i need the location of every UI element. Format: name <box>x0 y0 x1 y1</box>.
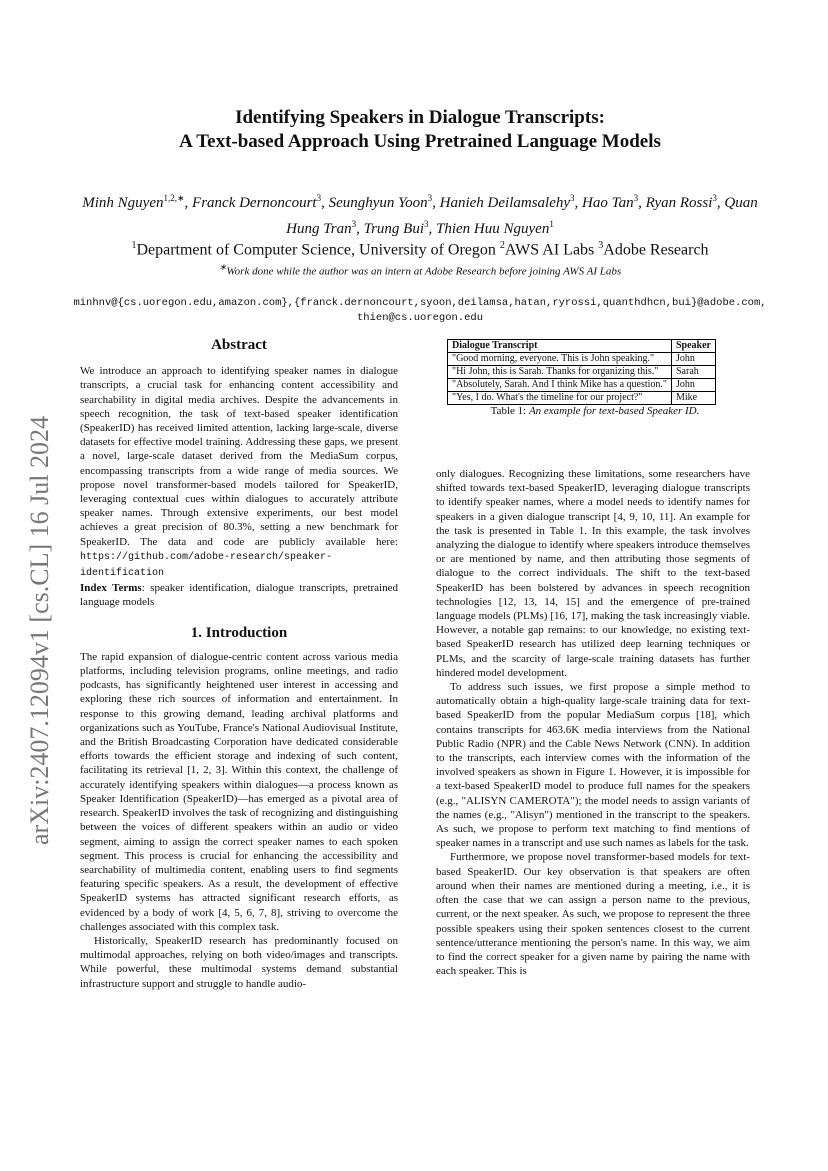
author: Franck Dernoncourt$^3$ <box>192 193 322 211</box>
right-paragraph-2: To address such issues, we first propose a simple method to automatically obtain a high-quality large-scale training data for text-based SpeakerID from the popular MediaSum corpus [18], which contains transcripts for 463.6K media interviews from the National Public Radio (NPR) and the Cable News Network (CNN). In addition to the transcripts, each interview comes with the information of the involved speakers as shown in Figure 1. However, it is impossible for a text-based SpeakerID model to produce full names for the speakers (e.g., "ALISYN CAMEROTA"); the model needs to assign variants of the names (e.g., "Alisyn") mentioned in the transcript to the speakers. As such, we propose to perform text matching to find mentions of speaker names in a transcript and use such names as labels for the task. <box>436 681 750 850</box>
table-cell: "Absolutely, Sarah. And I think Mike has a question." <box>448 379 672 392</box>
table-row <box>448 353 716 366</box>
arxiv-stamp <box>18 370 58 850</box>
author: Minh Nguyen$^{1,2,∗}$ <box>82 193 185 211</box>
table-row <box>448 379 716 392</box>
table-cell: "Hi John, this is Sarah. Thanks for organizing this." <box>448 366 672 379</box>
author: Quan Hung Tran$^3$ <box>286 195 758 237</box>
table-cell: Sarah <box>672 366 716 379</box>
author: Trung Bui$^3$ <box>363 219 429 237</box>
affiliations: $^1$Department of Computer Science, University of Oregon $^2$AWS AI Labs $^3$Adobe Research <box>131 240 709 259</box>
emails-line1: minhnv@{cs.uoregon.edu,amazon.com},{franck.dernoncourt,syoon,deilamsa,hatan,ryrossi,quanthdhcn,bui}@adobe.com, <box>73 297 767 309</box>
table-cell: John <box>672 353 716 366</box>
author: Hanieh Deilamsalehy$^3$ <box>439 193 575 211</box>
abstract-heading: Abstract <box>211 337 267 353</box>
table-cell: "Good morning, everyone. This is John speaking." <box>448 353 672 366</box>
paper-title-line1: Identifying Speakers in Dialogue Transcripts: <box>235 107 605 128</box>
table-row <box>448 392 716 405</box>
author: Thien Huu Nguyen$^1$ <box>436 219 554 237</box>
intro-paragraph-1: The rapid expansion of dialogue-centric content across various media platforms, including television programs, online meetings, and radio podcasts, has significantly heightened user interest in accessing and exploring these rich sources of information and entertainment. In response to this growing demand, leading archival platforms and organizations such as YouTube, France's National Audiovisual Institute, and the British Broadcasting Corporation have dedicated considerable efforts towards the efficient storage and indexing of such content, facilitating its retrieval [1, 2, 3]. Within this context, the challenge of accurately identifying speakers within dialogues—a process known as Speaker Identification (SpeakerID)—has emerged as a pivotal area of research. SpeakerID involves the task of recognizing and distinguishing between the voices of different speakers within an audio or video segment, aiming to assign the correct speaker names to each spoken segment. This process is crucial for enhancing the accessibility and searchability of multimedia content, enabling users to find segments featuring specific speakers. As a result, the development of effective SpeakerID systems has attracted significant research efforts, as evidenced by a body of work [4, 5, 6, 7, 8], striving to overcome the challenges associated with this complex task. <box>80 650 398 933</box>
emails-line2: thien@cs.uoregon.edu <box>356 312 484 324</box>
table-caption: Table 1: An example for text-based Speaker ID. <box>490 405 700 417</box>
table-cell: John <box>672 379 716 392</box>
author: Ryan Rossi$^3$ <box>645 193 717 211</box>
author-list: Minh Nguyen$^{1,2,∗}$, Franck Dernoncourt$^3$, Seunghyun Yoon$^3$, Hanieh Deilamsalehy$^3$, Hao Tan$^3$, Ryan Rossi$^3$, Quan Hung Tran$^3$, Trung Bui$^3$, Thien Huu Nguyen$^1$ <box>82 193 758 237</box>
intro-paragraph-2: Historically, SpeakerID research has predominantly focused on multimodal approaches, relying on both video/images and transcripts. While powerful, these multimodal systems demand substantial infrastructure support and struggle to handle audio- <box>80 934 398 990</box>
abstract-body: We introduce an approach to identifying speaker names in dialogue transcripts, a crucial task for enhancing content accessibility and searchability in digital media archives. Despite the advancements in speech recognition, the task of text-based speaker identification (SpeakerID) has received limited attention, lacking large-scale, diverse datasets for effective model training. Addressing these gaps, we present a novel, large-scale dataset derived from the MediaSum corpus, encompassing transcripts from a wide range of media sources. We propose novel transformer-based models tailored for SpeakerID, leveraging contextual cues within dialogues to accurately attribute speaker names. Through extensive experiments, our best model achieves a great precision of 80.3%, setting a new benchmark for SpeakerID. The data and code are publicly available here: https://github.com/adobe-research/speaker-identification <box>80 365 398 580</box>
intro-heading: 1. Introduction <box>190 624 288 641</box>
table-header: Dialogue Transcript <box>448 340 672 353</box>
table-header-row <box>448 340 716 353</box>
dialogue-table <box>447 339 716 405</box>
table-row <box>448 366 716 379</box>
author: Seunghyun Yoon$^3$ <box>328 193 433 211</box>
index-terms: Index Terms: speaker identification, dialogue transcripts, pretrained language models <box>80 582 398 609</box>
author-emails <box>40 296 800 326</box>
table-header: Speaker <box>672 340 716 353</box>
left-column <box>80 338 398 991</box>
right-column <box>436 467 750 978</box>
table-cell: "Yes, I do. What's the timeline for our project?" <box>448 392 672 405</box>
author: Hao Tan$^3$ <box>582 193 639 211</box>
code-link[interactable]: https://github.com/adobe-research/speaker-identification <box>80 551 333 580</box>
right-paragraph-1: only dialogues. Recognizing these limitations, some researchers have shifted towards text-based SpeakerID, leveraging dialogue transcripts to identify speaker names, where a model needs to identify names for speakers in a given dialogue transcript [4, 9, 10, 11]. An example for the task is presented in Table 1. In this example, the task involves analyzing the dialogue to identify where speakers introduce themselves or are mentioned by name, and then attributing those segments of dialogue to the correct individuals. The shift to the text-based SpeakerID has been bolstered by advances in speech recognition technologies [12, 13, 14, 15] and the emergence of pre-trained language models (PLMs) [16, 17], making the task increasingly viable. However, a notable gap remains: to our knowledge, no existing text-based SpeakerID research has utilized deep learning techniques or PLMs, and the scarcity of large-scale training datasets has further hindered model development. <box>436 468 751 679</box>
table-cell: Mike <box>672 392 716 405</box>
right-paragraph-3: Furthermore, we propose novel transformer-based models for text-based SpeakerID. Our key observation is that speakers are often around when their names are mentioned during a meeting, i.e., it is often the case that we can assign a person name to the previous, current, or the next speaker. As such, we propose to represent the three possible speakers using their spoken sentences closest to the current sentence/utterance mentioning the person's name. In this way, we aim to find the correct speaker for a given name by pairing the name with each speaker. This is <box>436 851 750 978</box>
paper-title-line2: A Text-based Approach Using Pretrained Language Models <box>179 131 661 152</box>
author-note: ∗Work done while the author was an intern at Adobe Research before joining AWS AI Labs <box>218 262 622 278</box>
arxiv-id: arXiv:2407.12094v1 [cs.CL] 16 Jul 2024 <box>25 416 54 845</box>
